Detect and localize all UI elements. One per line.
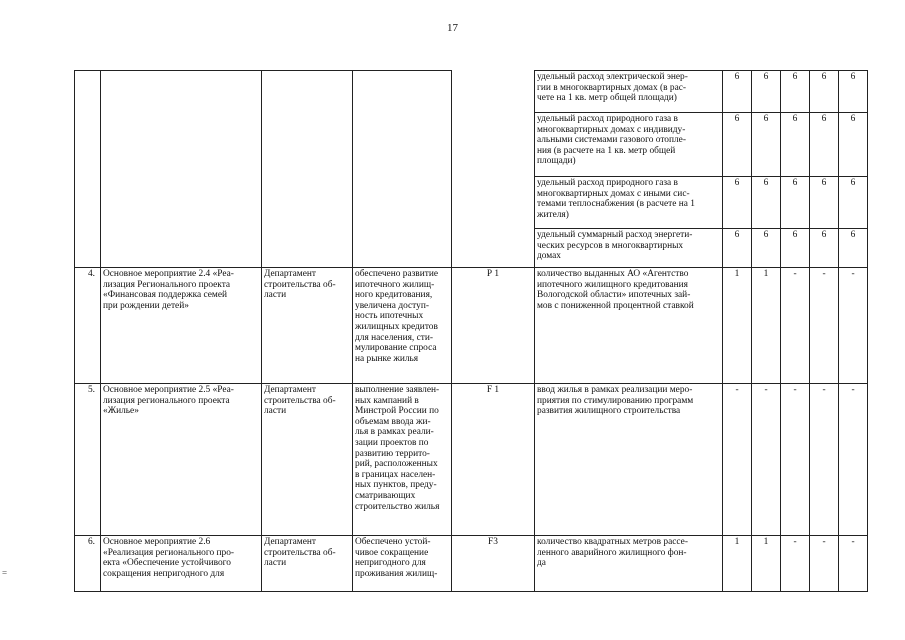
row-number: 4.	[75, 268, 101, 384]
result-cell: Обеспечено устой- чивое сокращение непригодного для проживания жилищ-	[353, 536, 452, 592]
value-cell: 6	[781, 229, 810, 268]
page-number: 17	[447, 22, 458, 34]
value-cell: 6	[839, 71, 868, 113]
table-row	[75, 71, 868, 113]
executor-cell: Департамент строительства об- ласти	[262, 536, 353, 592]
result-cell: обеспечено развитие ипотечного жилищ- ного кредитования, увеличена доступ- ность ипотечных жилищных кредитов для населения, сти- мулирование спроса на рынке жилья	[353, 268, 452, 384]
value-cell: 6	[810, 177, 839, 229]
measure-cell: Основное мероприятие 2.4 «Реа- лизация Регионального проекта «Финансовая поддержка семей при рождении детей»	[101, 268, 262, 384]
value-cell: 1	[723, 268, 752, 384]
value-cell: -	[839, 536, 868, 592]
value-cell: 6	[781, 71, 810, 113]
value-cell: 1	[752, 536, 781, 592]
value-cell: -	[781, 536, 810, 592]
indicator-cell: удельный расход природного газа в многоквартирных домах с иными сис- темами теплоснабжения (в расчете на 1 жителя)	[535, 177, 723, 229]
code-cell	[452, 71, 535, 268]
table-row	[75, 384, 868, 536]
value-cell: -	[781, 268, 810, 384]
value-cell: 6	[810, 113, 839, 177]
result-cell	[353, 71, 452, 268]
code-cell: F 1	[452, 384, 535, 536]
indicator-cell: количество выданных АО «Агентство ипотечного жилищного кредитования Вологодской области» ипотечных зай- мов с пониженной процентной ставкой	[535, 268, 723, 384]
num-cell	[75, 71, 101, 268]
value-cell: 6	[839, 113, 868, 177]
value-cell: 6	[723, 177, 752, 229]
code-cell: F3	[452, 536, 535, 592]
value-cell: 6	[752, 229, 781, 268]
value-cell: -	[810, 268, 839, 384]
value-cell: -	[839, 268, 868, 384]
executor-cell: Департамент строительства об- ласти	[262, 268, 353, 384]
value-cell: -	[781, 384, 810, 536]
value-cell: -	[752, 384, 781, 536]
executor-cell: Департамент строительства об- ласти	[262, 384, 353, 536]
value-cell: 6	[723, 229, 752, 268]
value-cell: -	[810, 536, 839, 592]
row-number: 6.	[75, 536, 101, 592]
value-cell: 1	[752, 268, 781, 384]
value-cell: -	[723, 384, 752, 536]
value-cell: 1	[723, 536, 752, 592]
measures-table	[74, 70, 868, 592]
value-cell: 6	[723, 113, 752, 177]
indicator-cell: удельный суммарный расход энергети- ческих ресурсов в многоквартирных домах	[535, 229, 723, 268]
measure-cell: Основное мероприятие 2.5 «Реа- лизация регионального проекта «Жилье»	[101, 384, 262, 536]
table-row	[75, 268, 868, 384]
value-cell: -	[839, 384, 868, 536]
value-cell: 6	[723, 71, 752, 113]
executor-cell	[262, 71, 353, 268]
value-cell: 6	[810, 229, 839, 268]
table-row	[75, 536, 868, 592]
indicator-cell: количество квадратных метров рассе- ленного аварийного жилищного фон- да	[535, 536, 723, 592]
value-cell: 6	[810, 71, 839, 113]
value-cell: 6	[752, 71, 781, 113]
indicator-cell: ввод жилья в рамках реализации меро- приятия по стимулированию программ развития жилищного строительства	[535, 384, 723, 536]
value-cell: 6	[839, 229, 868, 268]
value-cell: -	[810, 384, 839, 536]
row-number: 5.	[75, 384, 101, 536]
value-cell: 6	[839, 177, 868, 229]
result-cell: выполнение заявлен- ных кампаний в Минстрой России по объемам ввода жи- лья в рамках реали- зации проектов по развитию террито- рий, расположенных в границах населен- ных пунктов, преду- сматривающих строительство жилья	[353, 384, 452, 536]
value-cell: 6	[781, 177, 810, 229]
value-cell: 6	[781, 113, 810, 177]
code-cell: Р 1	[452, 268, 535, 384]
value-cell: 6	[752, 177, 781, 229]
indicator-cell: удельный расход природного газа в многоквартирных домах с индивиду- альными системами газового отопле- ния (в расчете на 1 кв. метр общей площади)	[535, 113, 723, 177]
measure-cell: Основное мероприятие 2.6 «Реализация регионального про- екта «Обеспечение устойчивого сокращения непригодного для	[101, 536, 262, 592]
value-cell: 6	[752, 113, 781, 177]
indicator-cell: удельный расход электрической энер- гии в многоквартирных домах (в рас- чете на 1 кв. метр общей площади)	[535, 71, 723, 113]
measure-cell	[101, 71, 262, 268]
margin-mark: =	[2, 568, 8, 578]
